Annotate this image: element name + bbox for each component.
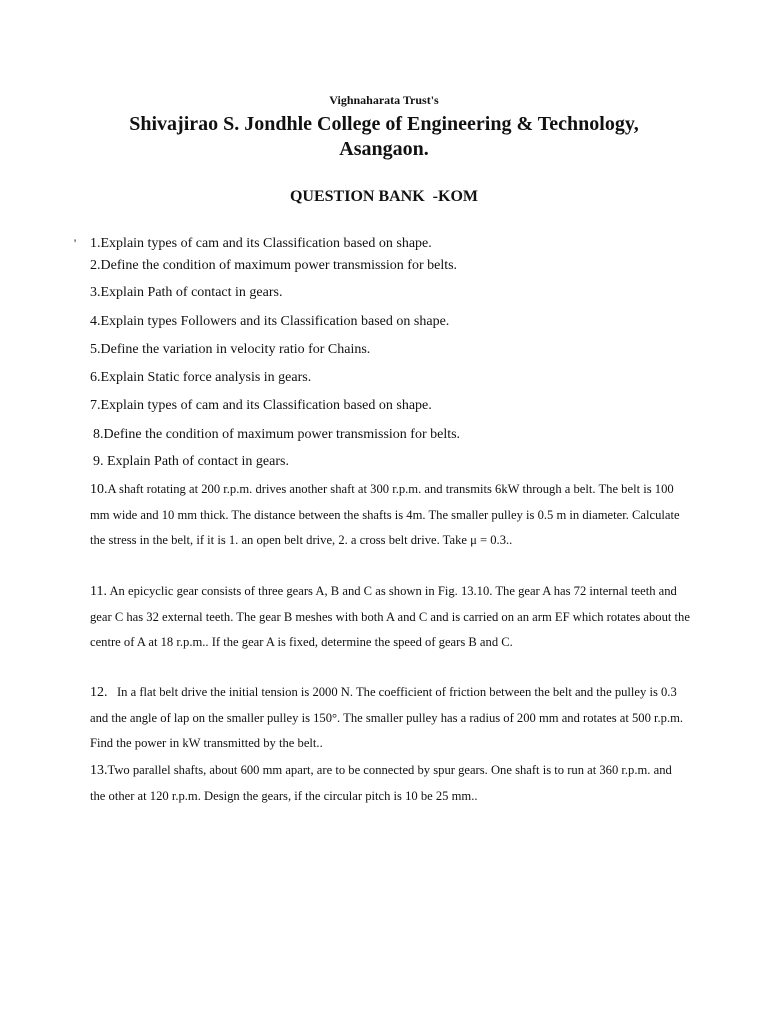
question-13 xyxy=(90,758,690,809)
question-text: An epicyclic gear consists of three gears A, B and C as shown in Fig. 13.10. The gear A has 72 internal teeth and gear C has 32 external teeth. The gear B meshes with both A and C and is carried on an arm EF which rotates about the centre of A at 18 r.p.m.. If the gear A is fixed, determine the speed of gears B and C. xyxy=(90,584,690,649)
college-name xyxy=(0,112,768,162)
page-title: QUESTION BANK -KOM xyxy=(289,188,478,205)
question-6: 6.Explain Static force analysis in gears. xyxy=(90,370,312,385)
college-name-line-1: Shivajirao S. Jondhle College of Engineering & Technology, xyxy=(129,113,639,135)
question-text: A shaft rotating at 200 r.p.m. drives another shaft at 300 r.p.m. and transmits 6kW through a belt. The belt is 100 mm wide and 10 mm thick. The distance between the shafts is 4m. The smaller pulley is 0.5 m in diameter. Calculate the stress in the belt, if it is 1. an open belt drive, 2. a cross belt drive. Take μ = 0.3.. xyxy=(90,482,680,547)
question-7: 7.Explain types of cam and its Classification based on shape. xyxy=(90,398,432,413)
question-1: 1.Explain types of cam and its Classification based on shape. xyxy=(90,236,432,251)
question-text: In a flat belt drive the initial tension is 2000 N. The coefficient of friction between the belt and the pulley is 0.3 and the angle of lap on the smaller pulley is 150°. The smaller pulley has a radius of 200 mm and rotates at 500 r.p.m. Find the power in kW transmitted by the belt.. xyxy=(90,685,687,750)
college-name-line-2: Asangaon. xyxy=(339,138,429,160)
question-number: 13. xyxy=(90,763,108,778)
question-number: 11. xyxy=(90,584,107,599)
question-9: 9. Explain Path of contact in gears. xyxy=(93,454,289,469)
question-10 xyxy=(90,477,690,554)
question-11 xyxy=(90,579,690,656)
question-2: 2.Define the condition of maximum power transmission for belts. xyxy=(90,258,458,273)
question-number: 12. xyxy=(90,685,108,700)
question-8: 8.Define the condition of maximum power transmission for belts. xyxy=(93,427,461,442)
question-12 xyxy=(90,680,690,757)
stray-mark: ' xyxy=(74,236,77,250)
question-number: 10. xyxy=(90,482,108,497)
question-3: 3.Explain Path of contact in gears. xyxy=(90,285,283,300)
question-text: Two parallel shafts, about 600 mm apart, are to be connected by spur gears. One shaft is to run at 360 r.p.m. and the other at 120 r.p.m. Design the gears, if the circular pitch is 10 be 25 mm.. xyxy=(90,763,672,803)
question-4: 4.Explain types Followers and its Classification based on shape. xyxy=(90,314,450,329)
trust-name: Vighnaharata Trust's xyxy=(329,93,439,107)
question-5: 5.Define the variation in velocity ratio for Chains. xyxy=(90,342,371,357)
